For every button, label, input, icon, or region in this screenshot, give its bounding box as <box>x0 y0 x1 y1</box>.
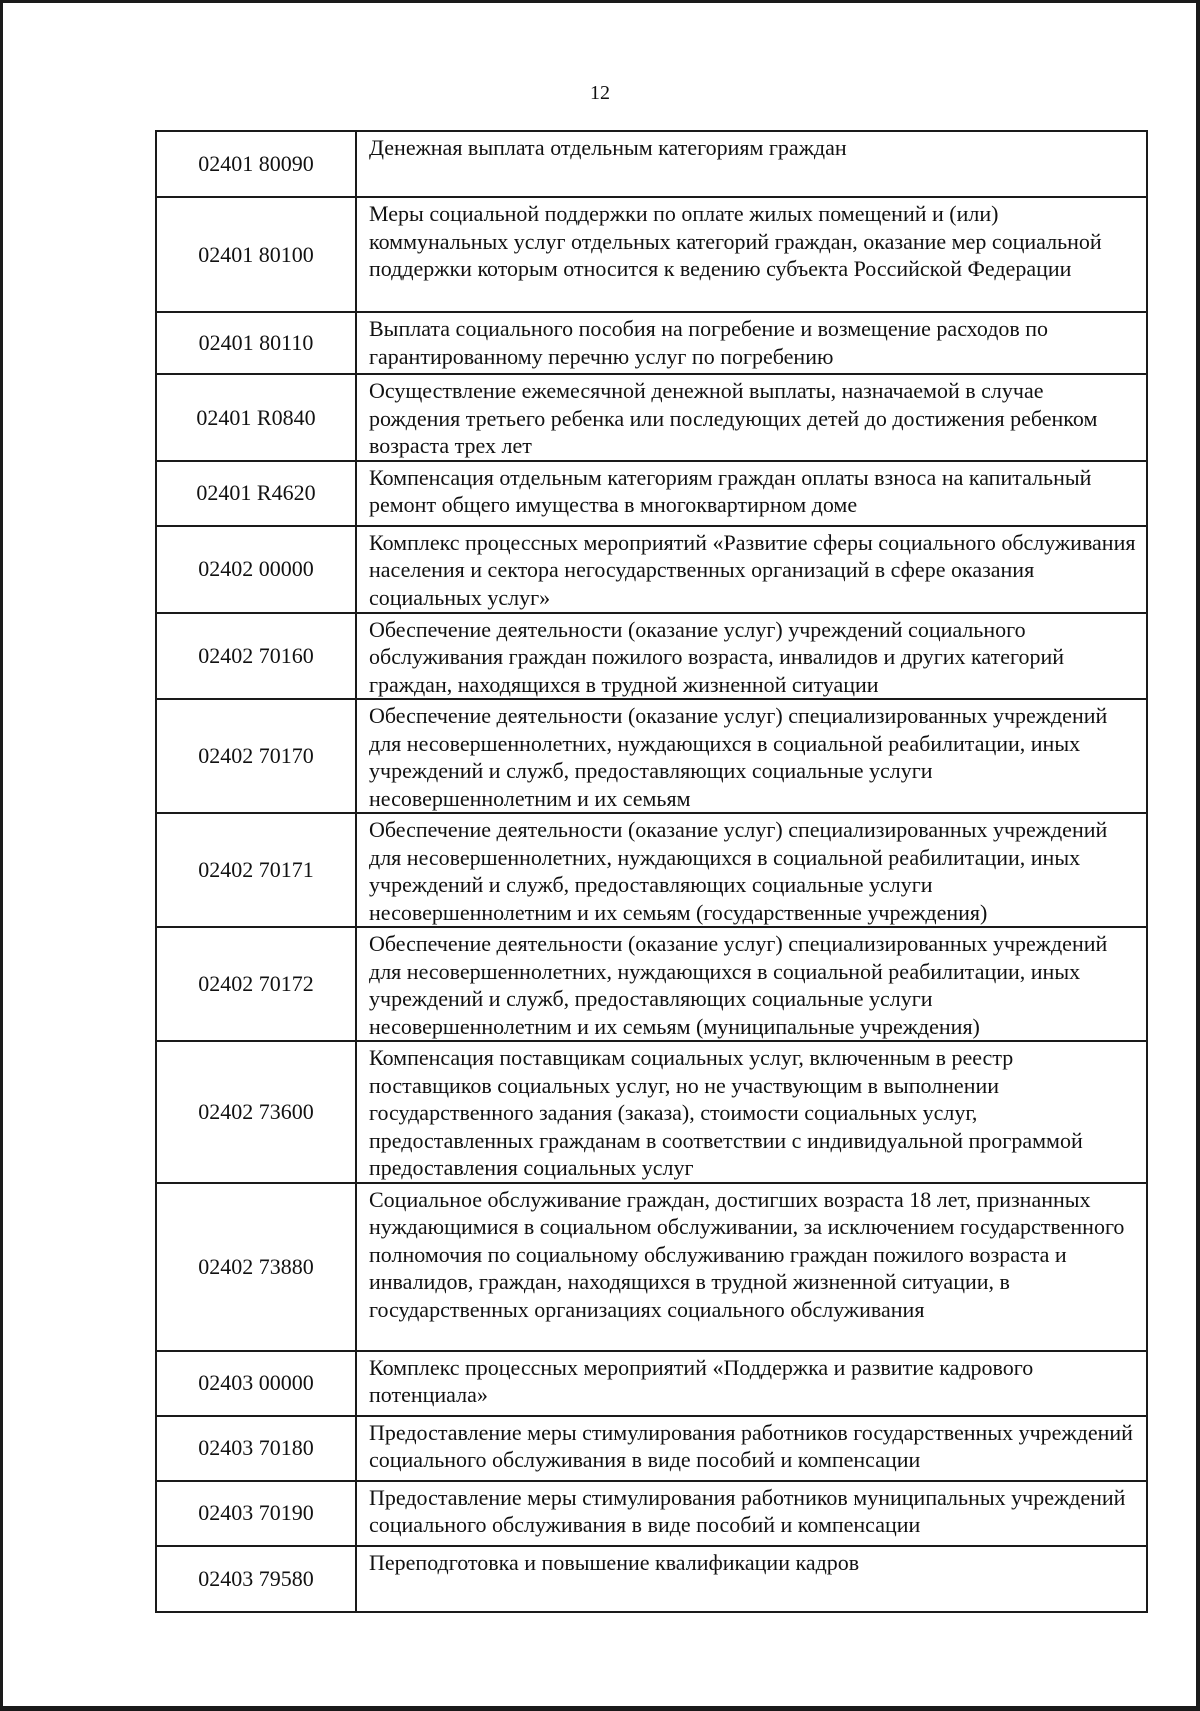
row-code: 02403 70180 <box>156 1416 356 1481</box>
row-code: 02401 R4620 <box>156 461 356 526</box>
row-description: Обеспечение деятельности (оказание услуг) специализированных учреждений для несовершеннолетних, нуждающихся в социальной реабилитации, иных учреждений и служб, предоставляющих социальные услуги несовершеннолетним и их семьям (муниципальные учреждения) <box>356 927 1147 1041</box>
scan-edge-top <box>0 0 1200 3</box>
table-row <box>156 1546 1147 1612</box>
row-description: Обеспечение деятельности (оказание услуг) учреждений социального обслуживания граждан пожилого возраста, инвалидов и других категорий граждан, находящихся в трудной жизненной ситуации <box>356 613 1147 700</box>
row-description: Компенсация отдельным категориям граждан оплаты взноса на капитальный ремонт общего имущества в многоквартирном доме <box>356 461 1147 526</box>
row-description: Меры социальной поддержки по оплате жилых помещений и (или) коммунальных услуг отдельных категорий граждан, оказание мер социальной поддержки которым относится к ведению субъекта Российской Федерации <box>356 197 1147 312</box>
scan-edge-right <box>1196 0 1200 1711</box>
table-row <box>156 131 1147 197</box>
row-description: Обеспечение деятельности (оказание услуг) специализированных учреждений для несовершеннолетних, нуждающихся в социальной реабилитации, иных учреждений и служб, предоставляющих социальные услуги несовершеннолетним и их семьям <box>356 699 1147 813</box>
row-description: Компенсация поставщикам социальных услуг, включенным в реестр поставщиков социальных услуг, но не участвующим в выполнении государственного задания (заказа), стоимости социальных услуг, предоставленных гражданам в соответствии с индивидуальной программой предоставления социальных услуг <box>356 1041 1147 1183</box>
page-number-container <box>0 82 1200 105</box>
row-code: 02402 73880 <box>156 1183 356 1351</box>
table-row <box>156 1041 1147 1183</box>
row-code: 02401 80110 <box>156 312 356 374</box>
row-description: Предоставление меры стимулирования работников государственных учреждений социального обслуживания в виде пособий и компенсации <box>356 1416 1147 1481</box>
row-description: Предоставление меры стимулирования работников муниципальных учреждений социального обслуживания в виде пособий и компенсации <box>356 1481 1147 1546</box>
table-row <box>156 197 1147 312</box>
table-row <box>156 699 1147 813</box>
table-row <box>156 927 1147 1041</box>
row-description: Обеспечение деятельности (оказание услуг) специализированных учреждений для несовершеннолетних, нуждающихся в социальной реабилитации, иных учреждений и служб, предоставляющих социальные услуги несовершеннолетним и их семьям (государственные учреждения) <box>356 813 1147 927</box>
row-code: 02402 73600 <box>156 1041 356 1183</box>
row-code: 02402 70171 <box>156 813 356 927</box>
page-number: 12 <box>590 82 610 104</box>
table-row <box>156 312 1147 374</box>
row-code: 02402 70170 <box>156 699 356 813</box>
scan-edge-left <box>0 0 3 1711</box>
row-code: 02402 70160 <box>156 613 356 700</box>
table-row <box>156 1481 1147 1546</box>
table-row <box>156 374 1147 461</box>
row-description: Социальное обслуживание граждан, достигших возраста 18 лет, признанных нуждающимися в социальном обслуживании, за исключением государственного полномочия по социальному обслуживанию граждан пожилого возраста и инвалидов, граждан, находящихся в трудной жизненной ситуации, в государственных организациях социального обслуживания <box>356 1183 1147 1351</box>
row-code: 02401 80090 <box>156 131 356 197</box>
row-description: Комплекс процессных мероприятий «Поддержка и развитие кадрового потенциала» <box>356 1351 1147 1416</box>
row-description: Денежная выплата отдельным категориям граждан <box>356 131 1147 197</box>
row-code: 02403 00000 <box>156 1351 356 1416</box>
table-row <box>156 1416 1147 1481</box>
row-code: 02403 70190 <box>156 1481 356 1546</box>
row-code: 02401 80100 <box>156 197 356 312</box>
classification-table <box>155 130 1148 1613</box>
scan-edge-bottom <box>0 1706 1200 1711</box>
row-code: 02403 79580 <box>156 1546 356 1612</box>
table-row <box>156 1351 1147 1416</box>
row-code: 02402 00000 <box>156 526 356 613</box>
table-row <box>156 613 1147 700</box>
row-description: Переподготовка и повышение квалификации кадров <box>356 1546 1147 1612</box>
table-row <box>156 526 1147 613</box>
table-row <box>156 813 1147 927</box>
table-row <box>156 1183 1147 1351</box>
row-code: 02401 R0840 <box>156 374 356 461</box>
row-description: Комплекс процессных мероприятий «Развитие сферы социального обслуживания населения и сектора негосударственных организаций в сфере оказания социальных услуг» <box>356 526 1147 613</box>
row-description: Выплата социального пособия на погребение и возмещение расходов по гарантированному перечню услуг по погребению <box>356 312 1147 374</box>
row-description: Осуществление ежемесячной денежной выплаты, назначаемой в случае рождения третьего ребенка или последующих детей до достижения ребенком возраста трех лет <box>356 374 1147 461</box>
row-code: 02402 70172 <box>156 927 356 1041</box>
table-row <box>156 461 1147 526</box>
